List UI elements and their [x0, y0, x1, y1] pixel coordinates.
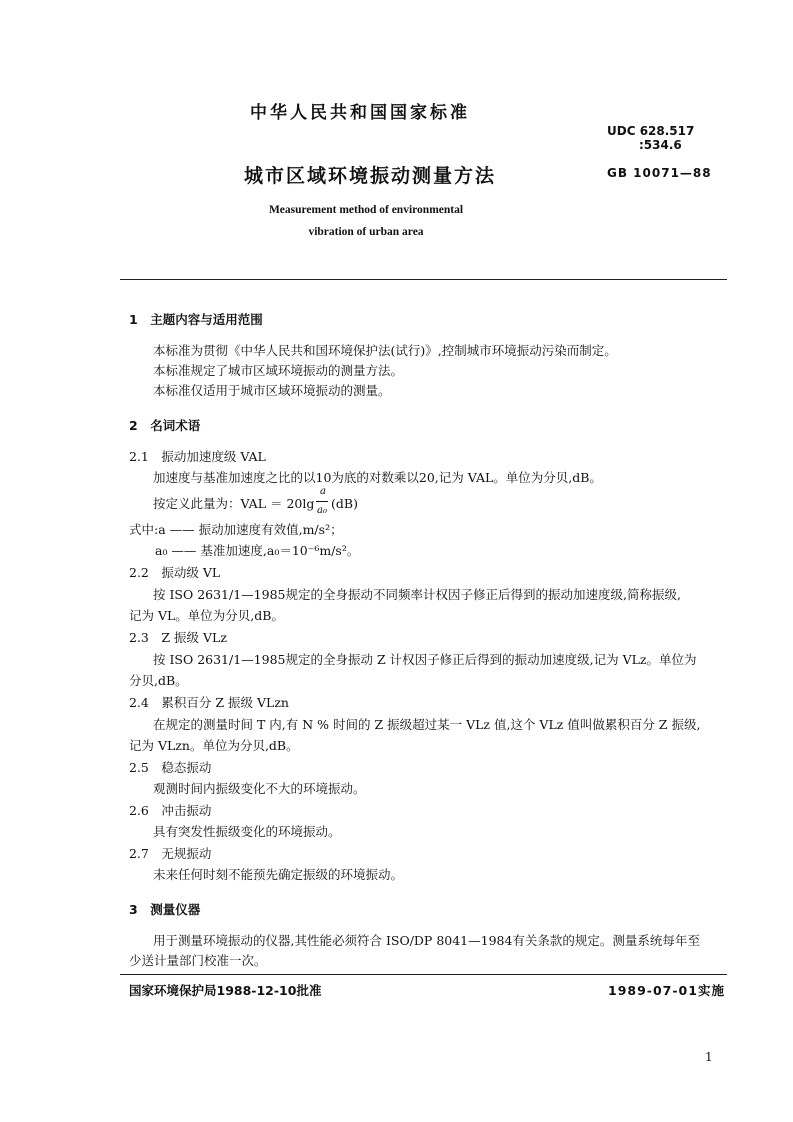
effective-date: 1989-07-01实施: [608, 983, 725, 998]
formula-numerator: a: [320, 486, 326, 497]
header-divider: [120, 279, 727, 280]
english-title-line-1: Measurement method of environmental: [268, 204, 464, 216]
term-2-7-definition: 未来任何时刻不能预先确定振级的环境振动。: [153, 867, 404, 882]
section-3-paragraph: 用于测量环境振动的仪器,其性能必须符合 ISO/DP 8041—1984有关条款的规定。测量系统每年至: [153, 933, 700, 948]
footer-divider: [120, 974, 727, 975]
term-2-3-label: 2.3 Z 振级 VLz: [129, 630, 227, 645]
fraction-bar: [316, 501, 328, 502]
document-title: 城市区域环境振动测量方法: [243, 165, 496, 187]
term-2-5-label: 2.5 稳态振动: [129, 760, 212, 775]
formula-variable-a: 式中:a —— 振动加速度有效值,m/s²；: [129, 522, 343, 537]
term-2-4-definition: 在规定的测量时间 T 内,有 N % 时间的 Z 振级超过某一 VLz 值,这个 VLz 值叫做累积百分 Z 振级,: [153, 717, 701, 732]
udc-code: [607, 124, 694, 152]
section-1-paragraph: 本标准仅适用于城市区域环境振动的测量。: [153, 383, 391, 398]
term-2-3-definition-cont: 分贝,dB。: [129, 673, 188, 688]
page-number: 1: [705, 1050, 713, 1064]
section-1-paragraph: 本标准为贯彻《中华人民共和国环境保护法(试行)》,控制城市环境振动污染而制定。: [153, 343, 617, 358]
formula-variable-a0: a₀ —— 基准加速度,a₀＝10⁻⁶m/s²。: [155, 543, 360, 558]
section-3-paragraph-cont: 少送计量部门校准一次。: [129, 953, 267, 968]
section-1-heading: 1 主题内容与适用范围: [129, 312, 263, 327]
term-2-2-label: 2.2 振动级 VL: [129, 565, 221, 580]
formula-prefix: 按定义此量为：VAL ＝ 20lg: [153, 496, 315, 511]
term-2-5-definition: 观测时间内振级变化不大的环境振动。: [153, 781, 366, 796]
section-2-heading: 2 名词术语: [129, 418, 201, 433]
term-2-1-label: 2.1 振动加速度级 VAL: [129, 449, 266, 464]
section-3-heading: 3 测量仪器: [129, 902, 201, 917]
udc-line-1: UDC 628.517: [607, 124, 695, 138]
term-2-7-label: 2.7 无规振动: [129, 846, 212, 861]
term-2-3-definition: 按 ISO 2631/1—1985规定的全身振动 Z 计权因子修正后得到的振动加速度级,记为 VLz。单位为: [153, 652, 697, 667]
term-2-4-definition-cont: 记为 VLzn。单位为分贝,dB。: [129, 738, 299, 753]
udc-line-2: :534.6: [639, 138, 682, 152]
issuing-authority-title: 中华人民共和国国家标准: [250, 103, 470, 123]
english-title-line-2: vibration of urban area: [308, 226, 424, 238]
section-1-paragraph: 本标准规定了城市区域环境振动的测量方法。: [153, 363, 404, 378]
term-2-1-definition: 加速度与基准加速度之比的以10为底的对数乘以20,记为 VAL。单位为分贝,dB。: [153, 470, 602, 485]
term-2-2-definition-cont: 记为 VL。单位为分贝,dB。: [129, 608, 284, 623]
term-2-2-definition: 按 ISO 2631/1—1985规定的全身振动不同频率计权因子修正后得到的振动加速度级,简称振级,: [153, 587, 681, 602]
approval-line: 国家环境保护局1988-12-10批准: [129, 983, 322, 998]
standard-number: GB 10071—88: [607, 166, 712, 180]
term-2-6-label: 2.6 冲击振动: [129, 803, 212, 818]
term-2-6-definition: 具有突发性振级变化的环境振动。: [153, 824, 341, 839]
term-2-4-label: 2.4 累积百分 Z 振级 VLzn: [129, 695, 289, 710]
formula-suffix: (dB): [331, 496, 358, 511]
formula-denominator: a₀: [317, 505, 327, 516]
